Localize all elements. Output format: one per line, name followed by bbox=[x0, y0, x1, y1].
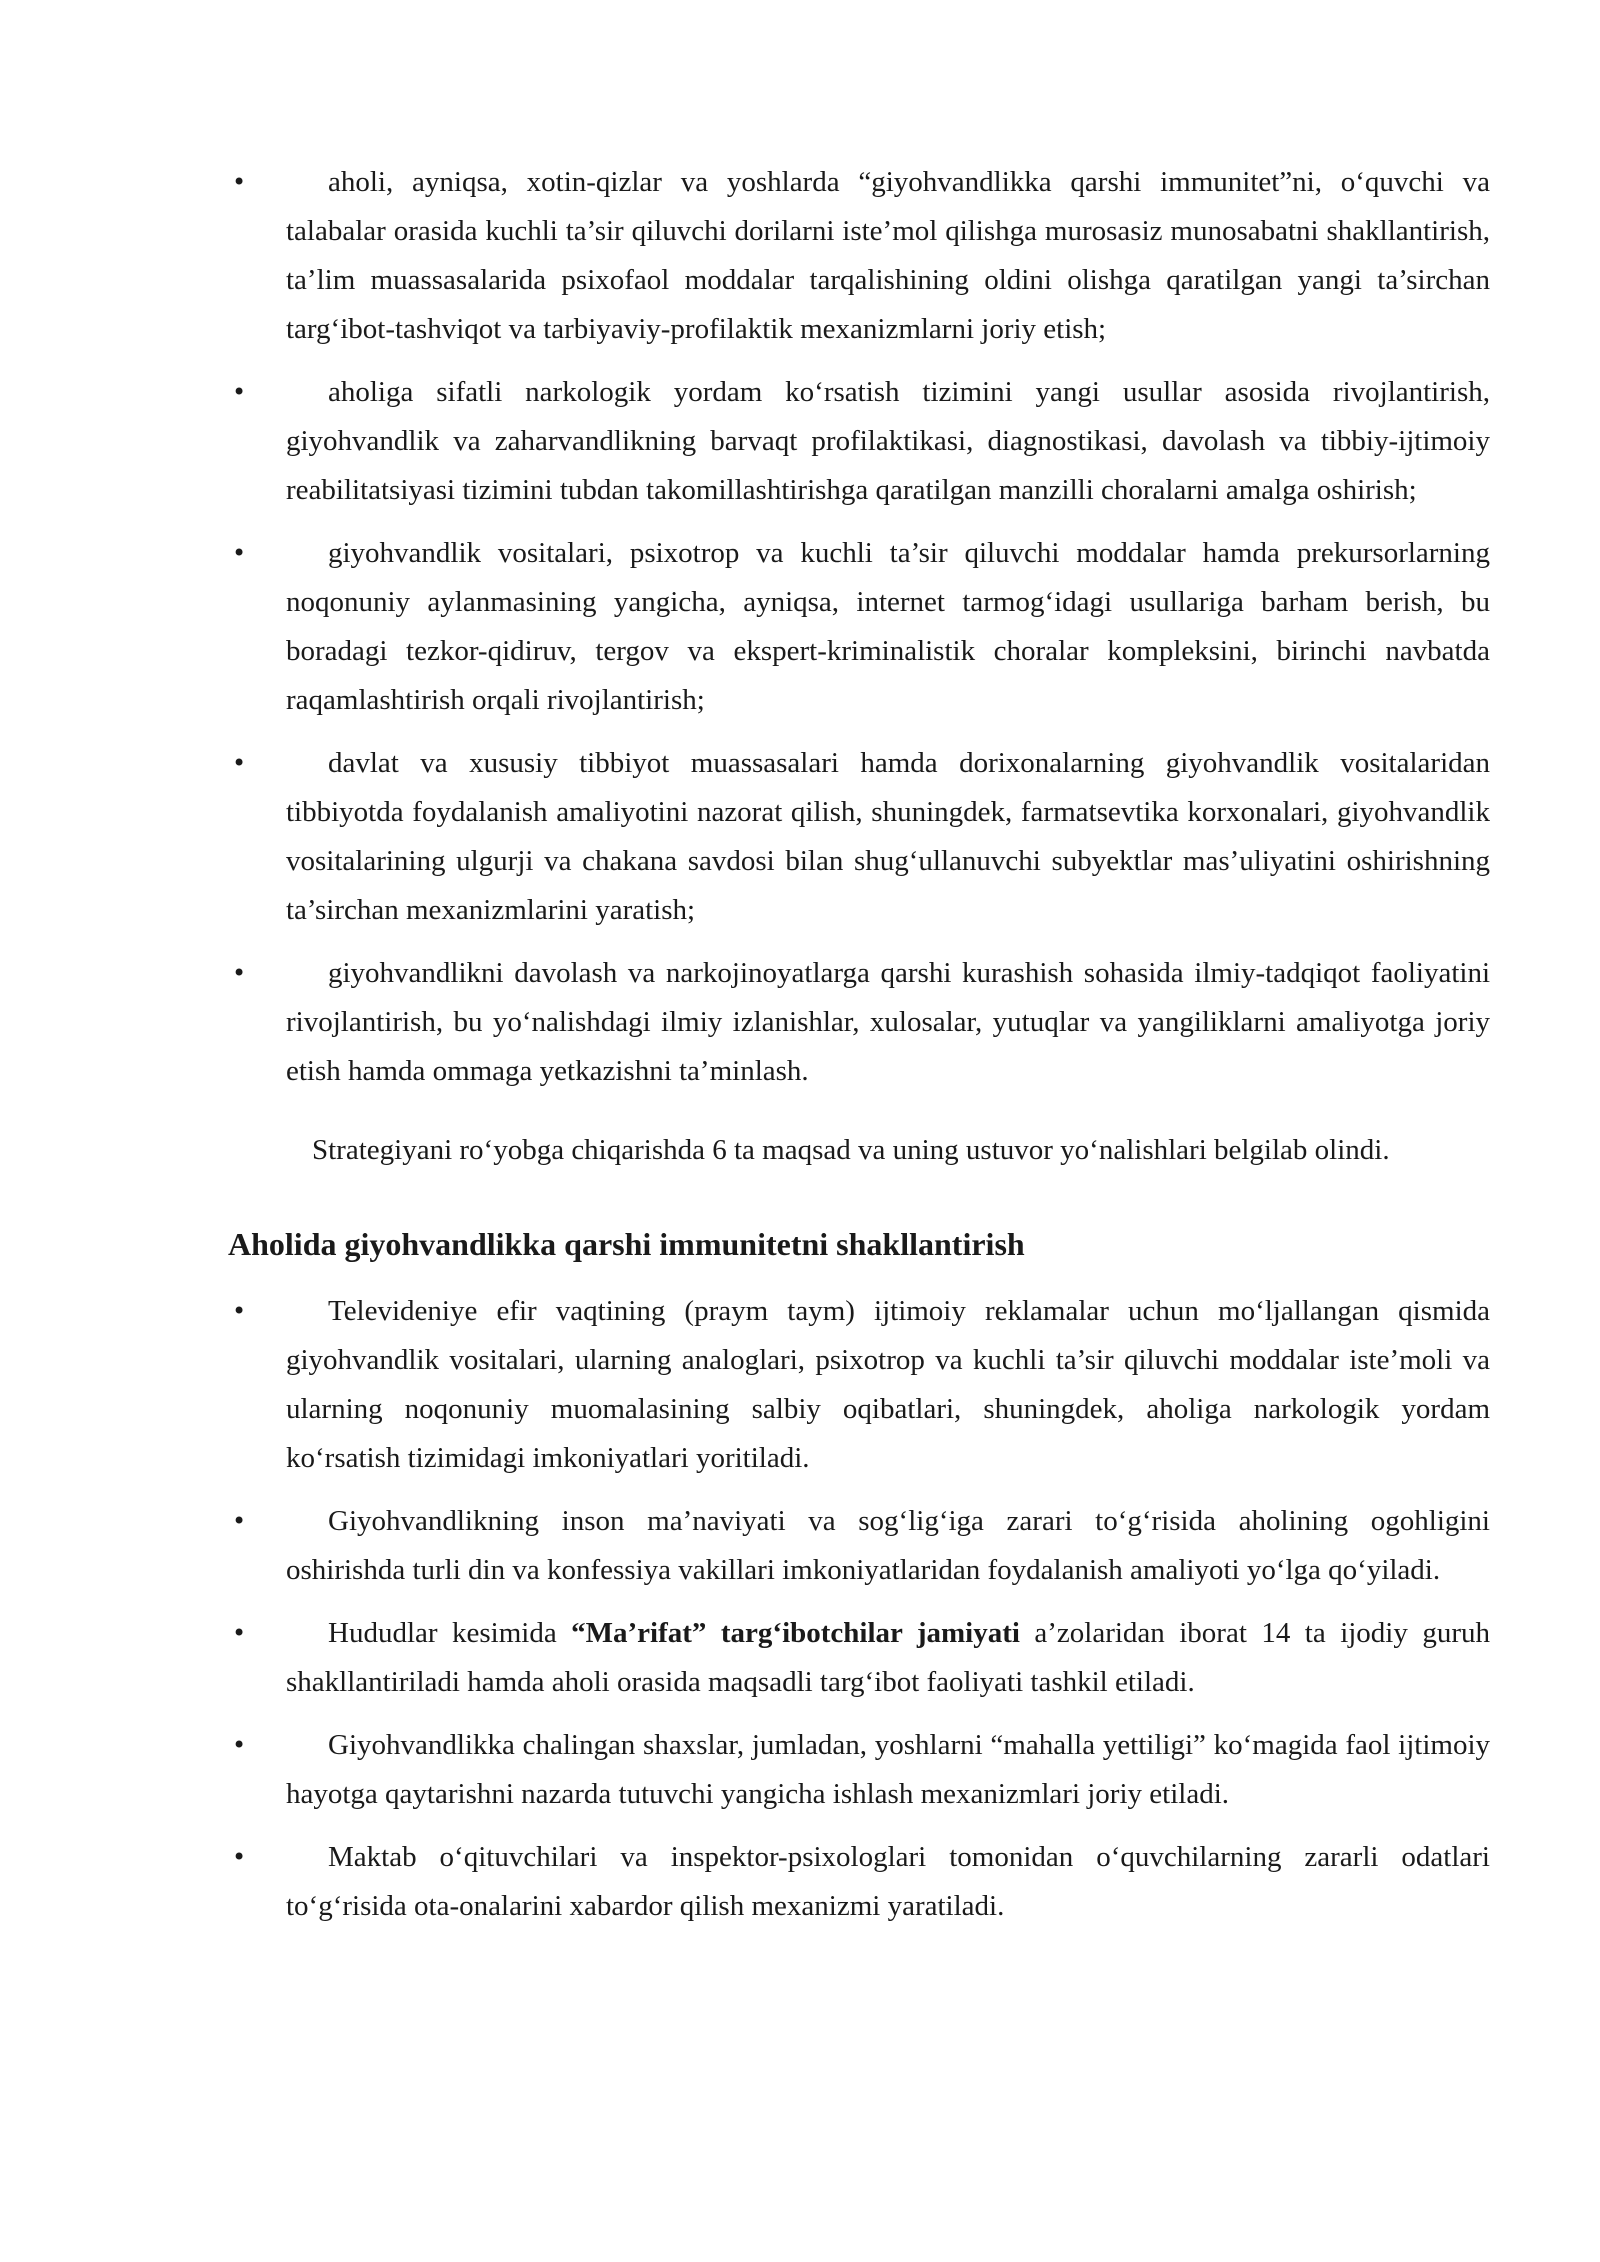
list-item: • aholi, ayniqsa, xotin-qizlar va yoshlarda “giyohvandlikka qarshi immunitet”ni, o‘quvchi va talabalar orasida kuchli ta’sir qiluvchi dorilarni iste’mol qilishga murosasiz munosabatni shakllantirish, ta’lim muassasalarida psixofaol moddalar tarqalishining oldini olishga qaratilgan yangi ta’sirchan targ‘ibot-tashviqot va tarbiyaviy-profilaktik mexanizmlarni joriy etish; bbox=[228, 158, 1490, 354]
list-item: • Televideniye efir vaqtining (praym taym) ijtimoiy reklamalar uchun mo‘ljallangan qismida giyohvandlik vositalari, ularning analoglari, psixotrop va kuchli ta’sir qiluvchi moddalar iste’moli va ularning noqonuniy muomalasining salbiy oqibatlari, shuningdek, aholiga narkologik yordam ko‘rsatish tizimidagi imkoniyatlari yoritiladi. bbox=[228, 1287, 1490, 1483]
list-item: • Giyohvandlikka chalingan shaxslar, jumladan, yoshlarni “mahalla yettiligi” ko‘magida faol ijtimoiy hayotga qaytarishni nazarda tutuvchi yangicha ishlash mexanizmlari joriy etiladi. bbox=[228, 1721, 1490, 1819]
list-item: • aholiga sifatli narkologik yordam ko‘rsatish tizimini yangi usullar asosida rivojlantirish, giyohvandlik va zaharvandlikning barvaqt profilaktikasi, diagnostikasi, davolash va tibbiy-ijtimoiy reabilitatsiyasi tizimini tubdan takomillashtirishga qaratilgan manzilli choralarni amalga oshirish; bbox=[228, 368, 1490, 515]
list-item: • Maktab o‘qituvchilari va inspektor-psixologlari tomonidan o‘quvchilarning zararli odatlari to‘g‘risida ota-onalarini xabardor qilish mexanizmi yaratiladi. bbox=[228, 1833, 1490, 1931]
bullet-list-top bbox=[228, 158, 1490, 1096]
list-item: • giyohvandlik vositalari, psixotrop va kuchli ta’sir qiluvchi moddalar hamda prekursorlarning noqonuniy aylanmasining yangicha, ayniqsa, internet tarmog‘idagi usullariga barham berish, bu boradagi tezkor-qidiruv, tergov va ekspert-kriminalistik choralar kompleksini, birinchi navbatda raqamlashtirish orqali rivojlantirish; bbox=[228, 529, 1490, 725]
section-heading: Aholida giyohvandlikka qarshi immunitetni shakllantirish bbox=[228, 1226, 1025, 1262]
list-item bbox=[228, 1609, 1490, 1707]
body-paragraph: Strategiyani ro‘yobga chiqarishda 6 ta maqsad va uning ustuvor yo‘nalishlari belgilab olindi. bbox=[312, 1134, 1390, 1166]
bullet-list-bottom bbox=[228, 1287, 1490, 1931]
list-item-text-end: a’zolaridan iborat 14 ta ijodiy guruh shakllantiriladi hamda aholi orasida maqsadli targ‘ibot faoliyati tashkil etiladi. bbox=[286, 1617, 1490, 1698]
list-item-text-start: Hududlar kesimida bbox=[328, 1617, 572, 1649]
list-item-bold-text: “Ma’rifat” targ‘ibotchilar jamiyati bbox=[571, 1617, 1020, 1649]
list-item: • davlat va xususiy tibbiyot muassasalari hamda dorixonalarning giyohvandlik vositalaridan tibbiyotda foydalanish amaliyotini nazorat qilish, shuningdek, farmatsevtika korxonalari, giyohvandlik vositalarining ulgurji va chakana savdosi bilan shug‘ullanuvchi subyektlar mas’uliyatini oshirishning ta’sirchan mexanizmlarini yaratish; bbox=[228, 739, 1490, 935]
list-item: • giyohvandlikni davolash va narkojinoyatlarga qarshi kurashish sohasida ilmiy-tadqiqot faoliyatini rivojlantirish, bu yo‘nalishdagi ilmiy izlanishlar, xulosalar, yutuqlar va yangiliklarni amaliyotga joriy etish hamda ommaga yetkazishni ta’minlash. bbox=[228, 949, 1490, 1096]
list-item: • Giyohvandlikning inson ma’naviyati va sog‘lig‘iga zarari to‘g‘risida aholining ogohligini oshirishda turli din va konfessiya vakillari imkoniyatlaridan foydalanish amaliyoti yo‘lga qo‘yiladi. bbox=[228, 1497, 1490, 1595]
